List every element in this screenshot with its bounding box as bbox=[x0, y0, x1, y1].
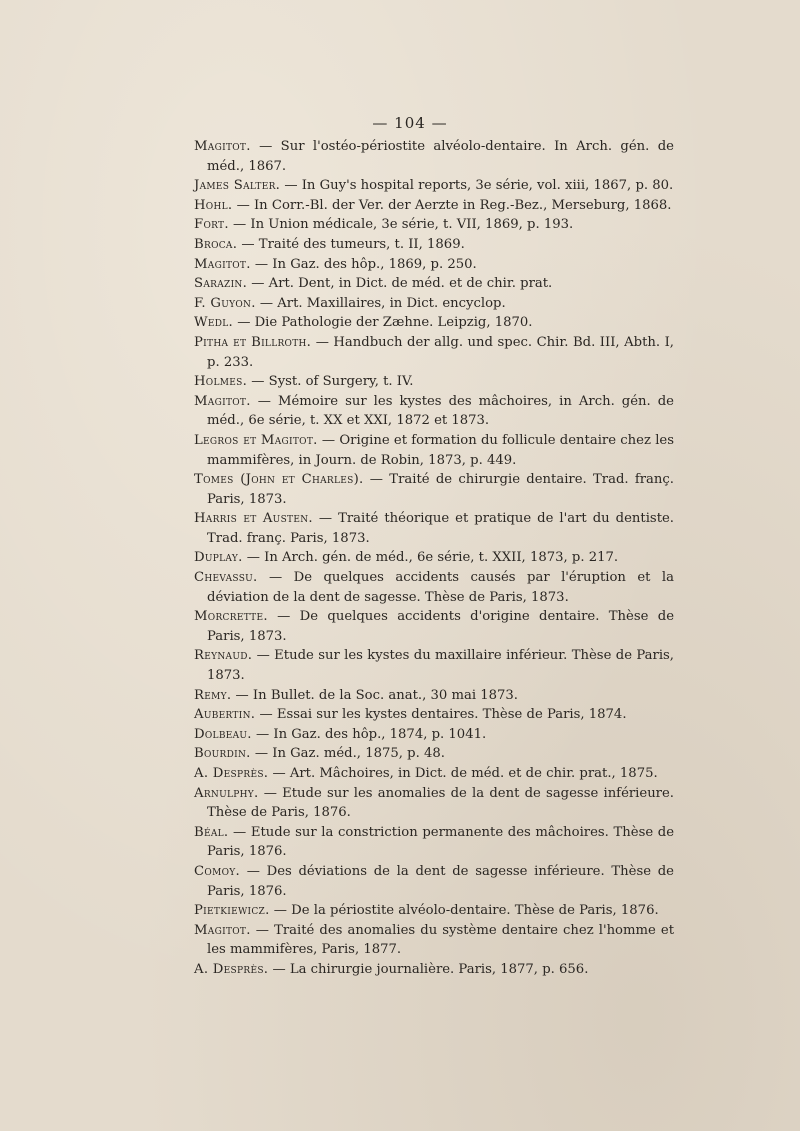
reference-text: — Etude sur les anomalies de la dent de sagesse inférieure. Thèse de Paris, 1876. bbox=[207, 785, 674, 821]
reference-entry bbox=[194, 333, 674, 372]
reference-text: — Art. Dent, in Dict. de méd. et de chir. prat. bbox=[247, 276, 553, 292]
reference-author: Sarazin. bbox=[194, 276, 248, 292]
reference-entry bbox=[194, 176, 674, 196]
reference-entry bbox=[194, 705, 674, 725]
reference-author: Magitot. bbox=[194, 393, 251, 409]
reference-entry bbox=[194, 784, 674, 823]
reference-entry bbox=[194, 862, 674, 901]
reference-text: — In Bullet. de la Soc. anat., 30 mai 1873. bbox=[231, 687, 518, 703]
reference-author: Morcrette. bbox=[194, 609, 268, 625]
reference-entry bbox=[194, 392, 674, 431]
reference-author: Hohl. bbox=[194, 197, 233, 213]
reference-author: Duplay. bbox=[194, 550, 243, 566]
reference-text: — In Corr.-Bl. der Ver. der Aerzte in Reg.-Bez., Merseburg, 1868. bbox=[232, 197, 672, 213]
reference-author: Comoy. bbox=[194, 863, 240, 879]
reference-entry bbox=[194, 568, 674, 607]
reference-text: — Die Pathologie der Zæhne. Leipzig, 1870. bbox=[233, 315, 533, 331]
reference-author: A. Desprès. bbox=[194, 961, 269, 977]
reference-text: — Mémoire sur les kystes des mâchoires, in Arch. gén. de méd., 6e série, t. XX et XXI, 1872 et 1873. bbox=[207, 393, 674, 429]
page-number: — 104 — bbox=[372, 114, 448, 132]
reference-author: Pietkiewicz. bbox=[194, 903, 270, 919]
reference-entry bbox=[194, 137, 674, 176]
reference-author: Chevassu. bbox=[194, 570, 258, 586]
reference-entry bbox=[194, 744, 674, 764]
reference-text: — Traité des tumeurs, t. II, 1869. bbox=[237, 236, 465, 252]
reference-entry bbox=[194, 548, 674, 568]
reference-text: — Essai sur les kystes dentaires. Thèse de Paris, 1874. bbox=[255, 707, 627, 723]
reference-entry bbox=[194, 274, 674, 294]
reference-entry bbox=[194, 470, 674, 509]
reference-author: Pitha et Billroth. bbox=[194, 334, 312, 350]
reference-entry bbox=[194, 255, 674, 275]
reference-text: — In Arch. gén. de méd., 6e série, t. XXII, 1873, p. 217. bbox=[242, 550, 619, 566]
reference-text: — Origine et formation du follicule dentaire chez les mammifères, in Journ. de Robin, 1873, p. 449. bbox=[207, 432, 674, 468]
reference-author: Aubertin. bbox=[194, 707, 256, 723]
reference-author: Tomes (John et Charles). bbox=[194, 472, 364, 488]
reference-text: — De quelques accidents d'origine dentaire. Thèse de Paris, 1873. bbox=[207, 609, 674, 644]
reference-entry bbox=[194, 509, 674, 548]
reference-entry bbox=[194, 901, 674, 921]
reference-author: Legros et Magitot. bbox=[194, 432, 318, 448]
reference-text: — Sur l'ostéo-périostite alvéolo-dentaire. In Arch. gén. de méd., 1867. bbox=[207, 139, 674, 174]
reference-author: Bourdin. bbox=[194, 746, 251, 762]
reference-entry bbox=[194, 196, 674, 216]
reference-text: — Des déviations de la dent de sagesse inférieure. Thèse de Paris, 1876. bbox=[207, 863, 674, 899]
reference-text: — Etude sur les kystes du maxillaire inférieur. Thèse de Paris, 1873. bbox=[207, 648, 674, 684]
reference-author: Wedl. bbox=[194, 315, 234, 331]
reference-text: — Syst. of Surgery, t. IV. bbox=[247, 374, 414, 390]
reference-text: — De la périostite alvéolo-dentaire. Thèse de Paris, 1876. bbox=[269, 903, 659, 919]
reference-entry bbox=[194, 372, 674, 392]
reference-text: — Handbuch der allg. und spec. Chir. Bd. III, Abth. I, p. 233. bbox=[207, 334, 674, 370]
reference-author: Arnulphy. bbox=[194, 785, 259, 801]
reference-text: — In Union médicale, 3e série, t. VII, 1869, p. 193. bbox=[228, 217, 574, 233]
reference-text: — Art. Mâchoires, in Dict. de méd. et de chir. prat., 1875. bbox=[268, 766, 658, 781]
reference-author: Holmes. bbox=[194, 374, 248, 390]
reference-text: — In Guy's hospital reports, 3e série, vol. xiii, 1867, p. 80. bbox=[280, 178, 674, 194]
reference-text: — Art. Maxillaires, in Dict. encyclop. bbox=[255, 295, 506, 311]
reference-list bbox=[194, 137, 674, 980]
reference-entry bbox=[194, 686, 674, 706]
reference-author: Reynaud. bbox=[194, 648, 253, 664]
reference-entry bbox=[194, 215, 674, 235]
reference-author: F. Guyon. bbox=[194, 295, 256, 311]
reference-author: Magitot. bbox=[194, 922, 251, 938]
reference-text: — Traité théorique et pratique de l'art du dentiste. Trad. franç. Paris, 1873. bbox=[207, 511, 674, 546]
reference-text: — Traité des anomalies du système dentaire chez l'homme et les mammifères, Paris, 1877. bbox=[207, 922, 674, 958]
reference-text: — Etude sur la constriction permanente des mâchoires. Thèse de Paris, 1876. bbox=[207, 824, 674, 860]
reference-entry bbox=[194, 960, 674, 980]
reference-entry bbox=[194, 823, 674, 862]
reference-author: Magitot. bbox=[194, 139, 251, 154]
reference-entry bbox=[194, 764, 674, 784]
reference-entry bbox=[194, 294, 674, 314]
reference-entry bbox=[194, 607, 674, 646]
reference-author: Broca. bbox=[194, 236, 238, 252]
reference-author: Béal. bbox=[194, 824, 229, 840]
reference-entry bbox=[194, 431, 674, 470]
reference-author: Harris et Austen. bbox=[194, 511, 313, 527]
reference-text: — In Gaz. des hôp., 1874, p. 1041. bbox=[251, 726, 487, 742]
reference-text: — In Gaz. méd., 1875, p. 48. bbox=[250, 746, 445, 762]
reference-entry bbox=[194, 235, 674, 255]
reference-entry bbox=[194, 313, 674, 333]
reference-text: — La chirurgie journalière. Paris, 1877, p. 656. bbox=[268, 961, 589, 977]
reference-text: — Traité de chirurgie dentaire. Trad. franç. Paris, 1873. bbox=[207, 472, 674, 507]
reference-author: James Salter. bbox=[194, 178, 281, 194]
reference-text: — De quelques accidents causés par l'éruption et la déviation de la dent de sagesse. Thèse de Paris, 1873. bbox=[207, 570, 674, 605]
reference-author: Fort. bbox=[194, 217, 229, 233]
reference-author: Magitot. bbox=[194, 256, 251, 272]
reference-entry bbox=[194, 921, 674, 960]
reference-text: — In Gaz. des hôp., 1869, p. 250. bbox=[250, 256, 477, 272]
reference-entry bbox=[194, 646, 674, 685]
reference-author: Remy. bbox=[194, 687, 232, 703]
reference-entry bbox=[194, 725, 674, 745]
reference-author: Dolbeau. bbox=[194, 726, 252, 742]
reference-author: A. Desprès. bbox=[194, 766, 269, 781]
